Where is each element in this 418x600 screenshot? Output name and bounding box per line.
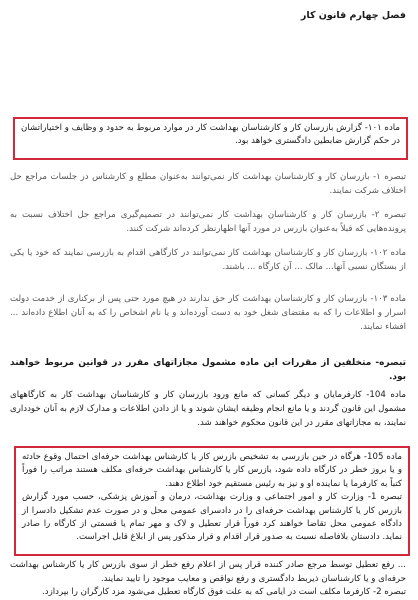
article-101-text: ماده ۱۰۱- گزارش بازرسان کار و کارشناسان بهداشت کار در موارد مربوط به حدود و وظایف و اختیاراتشان در حکم گزارش ضابطین دادگستری خواهد بود. bbox=[21, 123, 400, 147]
chapter-title: فصل چهارم قانون کار bbox=[300, 10, 406, 21]
highlight-box-article-105 bbox=[14, 446, 410, 556]
article-105-body: ماده 105- هرگاه در حین بازرسی به تشخیص بازرس کار یا کارشناس بهداشت حرفه‌ای احتمال وقوع حادثه و یا بروز خطر در کارگاه داده شود، بازرس کار یا کارشناس بهداشت حرفه‌ای مکلف هستند مراتب را فوراً کتباً به کارفرما یا نماینده او و نیز به رئیس مستقیم خود اطلاع دهند. bbox=[22, 452, 402, 489]
note-2-paragraph: تبصره ۲- بازرسان کار و کارشناسان بهداشت کار نمی‌توانند در تصمیم‌گیری مراجع حل اختلاف نسبت به پرونده‌هایی که قبلاً به‌عنوان بازرس در مورد آنها اظهارنظر کرده‌اند شرکت کنند. bbox=[10, 210, 406, 234]
article-105-continuation: ... رفع تعطیل توسط مرجع صادر کننده قرار پس از اعلام رفع خطر از سوی بازرس کار یا کارشناس بهداشت حرفه‌ای و یا کارشناسان ذیربط دادگستری و رفع نواقص و معایب موجود را تایید نمایند. bbox=[10, 560, 406, 584]
article-105-text bbox=[16, 448, 408, 548]
article-102-paragraph: ماده ۱۰۲- بازرسان کار و کارشناسان بهداشت کار نمی‌توانند در کارگاهی اقدام به بازرسی نمایند که خود یا یکی از بستگان نسبی آنها... مالک ... آن کارگاه ... باشند. bbox=[10, 248, 406, 272]
highlight-box-article-101 bbox=[13, 117, 408, 160]
intro-note-paragraph: تبصره- متخلفین از مقررات این ماده مشمول مجازاتهای مقرر در قوانین مربوط خواهند بود. bbox=[10, 358, 406, 382]
article-105-note-1: تبصره 1- وزارت کار و امور اجتماعی و وزارت بهداشت، درمان و آموزش پزشکی، حسب مورد گزارش بازرس کار یا کارشناس بهداشت حرفه‌ای را در دادسرای عمومی محل و در صورت عدم تشکیل دادسرا از دادگاه عمومی محل تقاضا خواهند کرد فوراً قرار تعطیل و لاک و مهر تمام یا قسمتی از کارگاه را صادر نماید. دادستان بلافاصله نسبت به صدور قرار اقدام و قرار مذکور پس از ابلاغ قابل اجراست. bbox=[22, 492, 402, 543]
article-105-note-2: تبصره 2- کارفرما مکلف است در ایامی که به علت فوق کارگاه تعطیل می‌شود مزد کارگران را بپردازد. bbox=[42, 587, 406, 597]
article-103-paragraph: ماده ۱۰۳- بازرسان کار و کارشناسان بهداشت کار حق ندارند در هیچ مورد حتی پس از برکناری از خدمت دولت اسرار و اطلاعات را که به مقتضای شغل خود به دست آورده‌اند و یا نام اشخاص را که به آنان اطلاع داده‌اند ... افشاء نمایند. bbox=[10, 294, 406, 332]
note-1-paragraph: تبصره ۱- بازرسان کار و کارشناسان بهداشت کار نمی‌توانند به‌عنوان مطلع و کارشناس در جلسات مراجع حل اختلاف شرکت نمایند. bbox=[10, 172, 406, 196]
article-104-paragraph: ماده 104- کارفرمایان و دیگر کسانی که مانع ورود بازرسان کار و کارشناسان بهداشت کار به کارگاههای مشمول این قانون گردند و یا مانع انجام وظیفه ایشان شوند و یا از دادن اطلاعات و مدارک لازم به آنان خودداری نمایند، به مجازاتهای مقرر در این قانون محکوم خواهند شد. bbox=[10, 390, 406, 428]
